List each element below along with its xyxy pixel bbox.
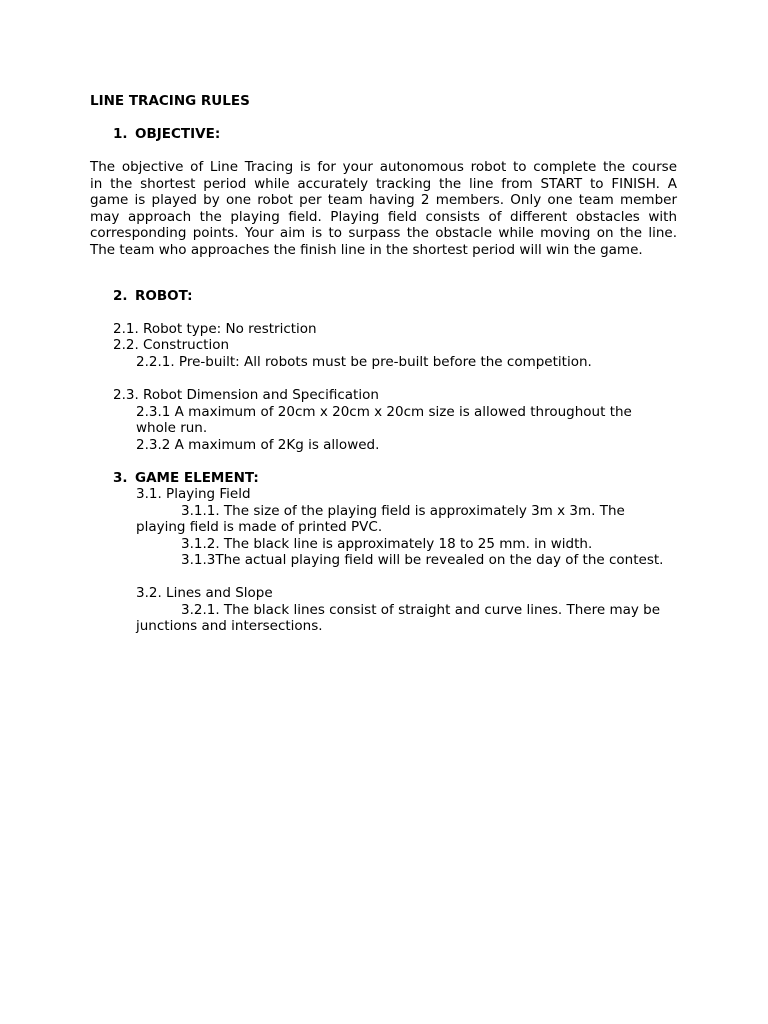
objective-line: corresponding points. Your aim is to surpass the obstacle while moving on the line. <box>90 225 677 241</box>
prebuilt-item: 2.2.1. Pre-built: All robots must be pre-built before the competition. <box>136 354 592 370</box>
field-size-line2: playing field is made of printed PVC. <box>136 519 383 535</box>
section-1-heading <box>113 126 220 143</box>
section-3-number: 3. <box>113 470 128 486</box>
section-2-heading <box>113 288 193 305</box>
reveal-item: 3.1.3The actual playing field will be revealed on the day of the contest. <box>181 552 664 568</box>
construction-item: 2.2. Construction <box>113 337 230 353</box>
section-1-number: 1. <box>113 126 128 142</box>
size-item-line2: whole run. <box>136 420 208 436</box>
field-size-line1: 3.1.1. The size of the playing field is approximately 3m x 3m. The <box>181 503 625 519</box>
objective-line: in the shortest period while accurately tracking the line from START to FINISH. A <box>90 175 677 192</box>
lines-slope-item: 3.2. Lines and Slope <box>136 585 273 601</box>
black-lines-line2: junctions and intersections. <box>136 618 323 634</box>
objective-line: may approach the playing field. Playing field consists of different obstacles with <box>90 208 677 225</box>
objective-paragraph <box>90 159 677 258</box>
black-lines-line1: 3.2.1. The black lines consist of straight and curve lines. There may be <box>181 602 661 618</box>
section-1-title: OBJECTIVE: <box>135 126 221 142</box>
robot-type-item: 2.1. Robot type: No restriction <box>113 321 317 337</box>
section-2-title: ROBOT: <box>135 288 193 304</box>
document-title: LINE TRACING RULES <box>90 93 250 109</box>
weight-item: 2.3.2 A maximum of 2Kg is allowed. <box>136 437 380 453</box>
objective-line: The objective of Line Tracing is for your autonomous robot to complete the course <box>90 159 677 175</box>
section-3-title: GAME ELEMENT: <box>135 470 259 486</box>
line-width-item: 3.1.2. The black line is approximately 18 to 25 mm. in width. <box>181 536 593 552</box>
objective-line: The team who approaches the finish line in the shortest period will win the game. <box>90 241 643 258</box>
size-item-line1: 2.3.1 A maximum of 20cm x 20cm x 20cm size is allowed throughout the <box>136 404 632 420</box>
dimension-item: 2.3. Robot Dimension and Specification <box>113 387 379 403</box>
section-3-heading <box>113 470 259 487</box>
section-2-number: 2. <box>113 288 128 304</box>
playing-field-item: 3.1. Playing Field <box>136 486 251 502</box>
objective-line: game is played by one robot per team having 2 members. Only one team member <box>90 192 677 208</box>
